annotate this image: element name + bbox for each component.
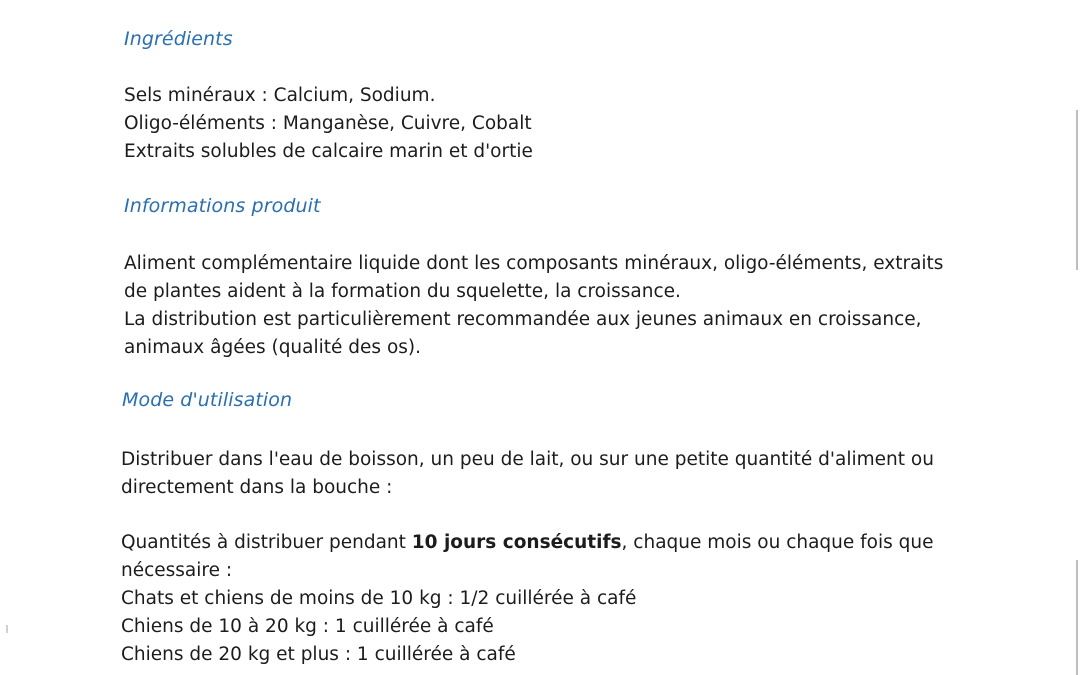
ingredients-line: Extraits solubles de calcaire marin et d'ortie: [124, 141, 533, 162]
dosage-line: Chiens de 20 kg et plus : 1 cuillérée à café: [121, 644, 516, 665]
usage-heading: Mode d'utilisation: [122, 389, 293, 411]
ingredients-line: Sels minéraux : Calcium, Sodium.: [124, 85, 436, 106]
quantities-prefix: Quantités à distribuer pendant: [121, 532, 412, 553]
quantities-line: [121, 529, 934, 557]
product-info-line: La distribution est particulièrement recommandée aux jeunes animaux en croissance,: [124, 309, 922, 330]
usage-intro-line: directement dans la bouche :: [121, 477, 393, 498]
quantities-continuation: nécessaire :: [121, 560, 233, 581]
dosage-line: Chiens de 10 à 20 kg : 1 cuillérée à café: [121, 616, 494, 637]
product-info-line: Aliment complémentaire liquide dont les composants minéraux, oligo-éléments, extraits: [124, 253, 944, 274]
product-info-line: animaux âgées (qualité des os).: [124, 337, 421, 358]
quantities-suffix: , chaque mois ou chaque fois que: [621, 532, 934, 553]
product-info-heading: Informations produit: [124, 195, 321, 217]
scan-dust-mark: [6, 625, 8, 633]
usage-intro-line: Distribuer dans l'eau de boisson, un peu de lait, ou sur une petite quantité d'aliment ou: [121, 449, 934, 470]
ingredients-heading: Ingrédients: [124, 28, 233, 50]
scan-edge-mark: [1076, 110, 1078, 270]
scan-edge-mark: [1076, 560, 1078, 675]
product-info-line: de plantes aident à la formation du squelette, la croissance.: [124, 281, 681, 302]
dosage-line: Chats et chiens de moins de 10 kg : 1/2 cuillérée à café: [121, 588, 637, 609]
quantities-duration: 10 jours consécutifs: [411, 532, 622, 553]
ingredients-line: Oligo-éléments : Manganèse, Cuivre, Cobalt: [124, 113, 532, 134]
